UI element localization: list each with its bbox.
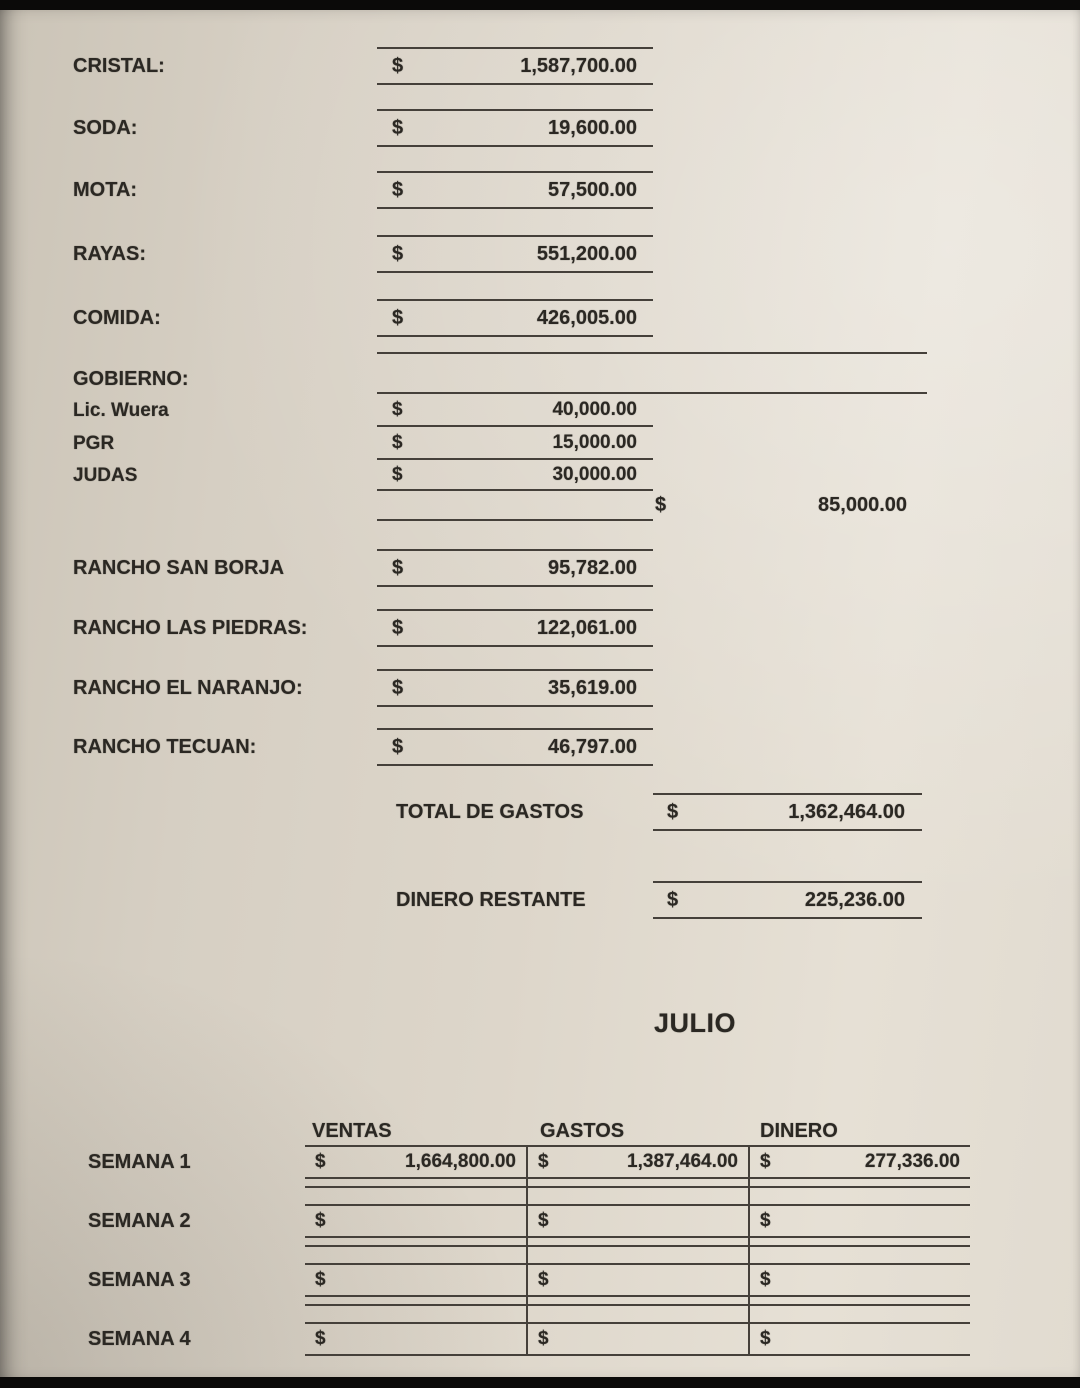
amount-value: 551,200.00	[536, 242, 637, 265]
rancho-row	[0, 609, 1080, 647]
expense-row	[0, 299, 1080, 337]
column-header-dinero: DINERO	[760, 1120, 838, 1142]
column-header-gastos: GASTOS	[540, 1120, 625, 1142]
expense-label: RAYAS:	[73, 242, 146, 265]
dinero-cell	[750, 1265, 970, 1295]
expense-row	[0, 47, 1080, 85]
dinero-cell	[750, 1324, 970, 1354]
currency-symbol: $	[392, 431, 403, 453]
amount-value: 1,664,800.00	[405, 1151, 516, 1172]
table-spacer	[305, 1188, 970, 1204]
gobierno-section-label: GOBIERNO:	[73, 367, 189, 390]
amount-cell	[377, 609, 653, 647]
expense-label: SODA:	[73, 116, 138, 139]
rancho-label: RANCHO EL NARANJO:	[73, 676, 303, 699]
amount-cell	[377, 299, 653, 337]
currency-symbol: $	[392, 735, 404, 758]
gobierno-subtotal	[655, 489, 907, 521]
amount-value: 95,782.00	[548, 556, 637, 579]
photo-edge-bottom	[0, 1377, 1080, 1388]
currency-symbol: $	[760, 1151, 771, 1172]
currency-symbol: $	[760, 1210, 771, 1231]
currency-symbol: $	[392, 676, 404, 699]
currency-symbol: $	[538, 1328, 549, 1349]
weekly-table	[305, 1145, 970, 1356]
currency-symbol: $	[315, 1328, 326, 1349]
total-gastos-cell	[653, 793, 922, 831]
amount-cell	[377, 47, 653, 85]
gobierno-amounts-stack	[377, 394, 653, 521]
amount-value: 122,061.00	[536, 616, 637, 639]
table-spacer	[305, 1238, 970, 1247]
amount-cell	[377, 171, 653, 209]
table-spacer	[305, 1179, 970, 1188]
rancho-label: RANCHO TECUAN:	[73, 735, 257, 758]
section-divider-line	[377, 352, 927, 354]
currency-symbol: $	[392, 463, 403, 485]
rancho-label: RANCHO SAN BORJA	[73, 556, 285, 579]
currency-symbol: $	[392, 398, 403, 420]
amount-value: 1,587,700.00	[520, 54, 637, 77]
gastos-cell	[528, 1324, 750, 1354]
amount-value: 57,500.00	[548, 178, 637, 201]
empty-amount-cell	[377, 491, 653, 521]
currency-symbol: $	[667, 888, 679, 911]
currency-symbol: $	[667, 800, 679, 823]
rancho-row	[0, 669, 1080, 707]
dinero-restante-cell	[653, 881, 922, 919]
amount-cell	[377, 235, 653, 273]
amount-value: 1,362,464.00	[788, 800, 905, 823]
table-spacer	[305, 1306, 970, 1322]
rancho-row	[0, 728, 1080, 766]
amount-value: 40,000.00	[552, 398, 637, 420]
rancho-label: RANCHO LAS PIEDRAS:	[73, 616, 308, 639]
currency-symbol: $	[392, 306, 404, 329]
amount-cell	[377, 109, 653, 147]
currency-symbol: $	[392, 556, 404, 579]
amount-value: 15,000.00	[552, 431, 637, 453]
ventas-cell	[305, 1324, 528, 1354]
amount-value: 46,797.00	[548, 735, 637, 758]
column-header-ventas: VENTAS	[312, 1120, 392, 1142]
currency-symbol: $	[392, 116, 404, 139]
week-label: SEMANA 2	[88, 1209, 191, 1232]
week-row	[305, 1145, 970, 1179]
week-label: SEMANA 1	[88, 1150, 191, 1173]
photo-edge-top	[0, 0, 1080, 10]
amount-value: 30,000.00	[552, 463, 637, 485]
dinero-cell	[750, 1147, 970, 1177]
week-label: SEMANA 4	[88, 1327, 191, 1350]
gobierno-item-label: PGR	[73, 432, 115, 454]
amount-cell	[377, 460, 653, 491]
amount-value: 225,236.00	[804, 888, 905, 911]
ventas-cell	[305, 1265, 528, 1295]
week-row	[305, 1263, 970, 1297]
currency-symbol: $	[538, 1269, 549, 1290]
expense-row	[0, 235, 1080, 273]
currency-symbol: $	[315, 1210, 326, 1231]
ventas-cell	[305, 1147, 528, 1177]
table-spacer	[305, 1297, 970, 1306]
currency-symbol: $	[538, 1151, 549, 1172]
amount-cell	[377, 669, 653, 707]
currency-symbol: $	[392, 616, 404, 639]
amount-cell	[377, 728, 653, 766]
rancho-row	[0, 549, 1080, 587]
gobierno-item-label: JUDAS	[73, 464, 138, 486]
expense-row	[0, 171, 1080, 209]
currency-symbol: $	[392, 54, 404, 77]
week-row	[305, 1204, 970, 1238]
amount-value: 19,600.00	[548, 116, 637, 139]
expense-label: MOTA:	[73, 178, 138, 201]
amount-cell	[377, 394, 653, 427]
dinero-cell	[750, 1206, 970, 1236]
week-label: SEMANA 3	[88, 1268, 191, 1291]
amount-value: 426,005.00	[536, 306, 637, 329]
gastos-cell	[528, 1147, 750, 1177]
amount-cell	[377, 549, 653, 587]
gastos-cell	[528, 1265, 750, 1295]
dinero-restante-label: DINERO RESTANTE	[396, 888, 586, 911]
week-row	[305, 1322, 970, 1356]
currency-symbol: $	[538, 1210, 549, 1231]
amount-value: 277,336.00	[864, 1151, 960, 1172]
currency-symbol: $	[392, 242, 404, 265]
currency-symbol: $	[655, 493, 667, 516]
total-gastos-label: TOTAL DE GASTOS	[396, 800, 584, 823]
currency-symbol: $	[392, 178, 404, 201]
expense-label: CRISTAL:	[73, 54, 165, 77]
ventas-cell	[305, 1206, 528, 1236]
table-spacer	[305, 1247, 970, 1263]
amount-cell	[377, 427, 653, 460]
amount-value: 35,619.00	[548, 676, 637, 699]
expense-label: COMIDA:	[73, 306, 161, 329]
expense-row	[0, 109, 1080, 147]
currency-symbol: $	[760, 1328, 771, 1349]
amount-value: 1,387,464.00	[627, 1151, 738, 1172]
gastos-cell	[528, 1206, 750, 1236]
gobierno-item-label: Lic. Wuera	[73, 399, 169, 421]
amount-value: 85,000.00	[818, 493, 907, 516]
currency-symbol: $	[760, 1269, 771, 1290]
currency-symbol: $	[315, 1269, 326, 1290]
currency-symbol: $	[315, 1151, 326, 1172]
month-title: JULIO	[653, 1008, 736, 1038]
